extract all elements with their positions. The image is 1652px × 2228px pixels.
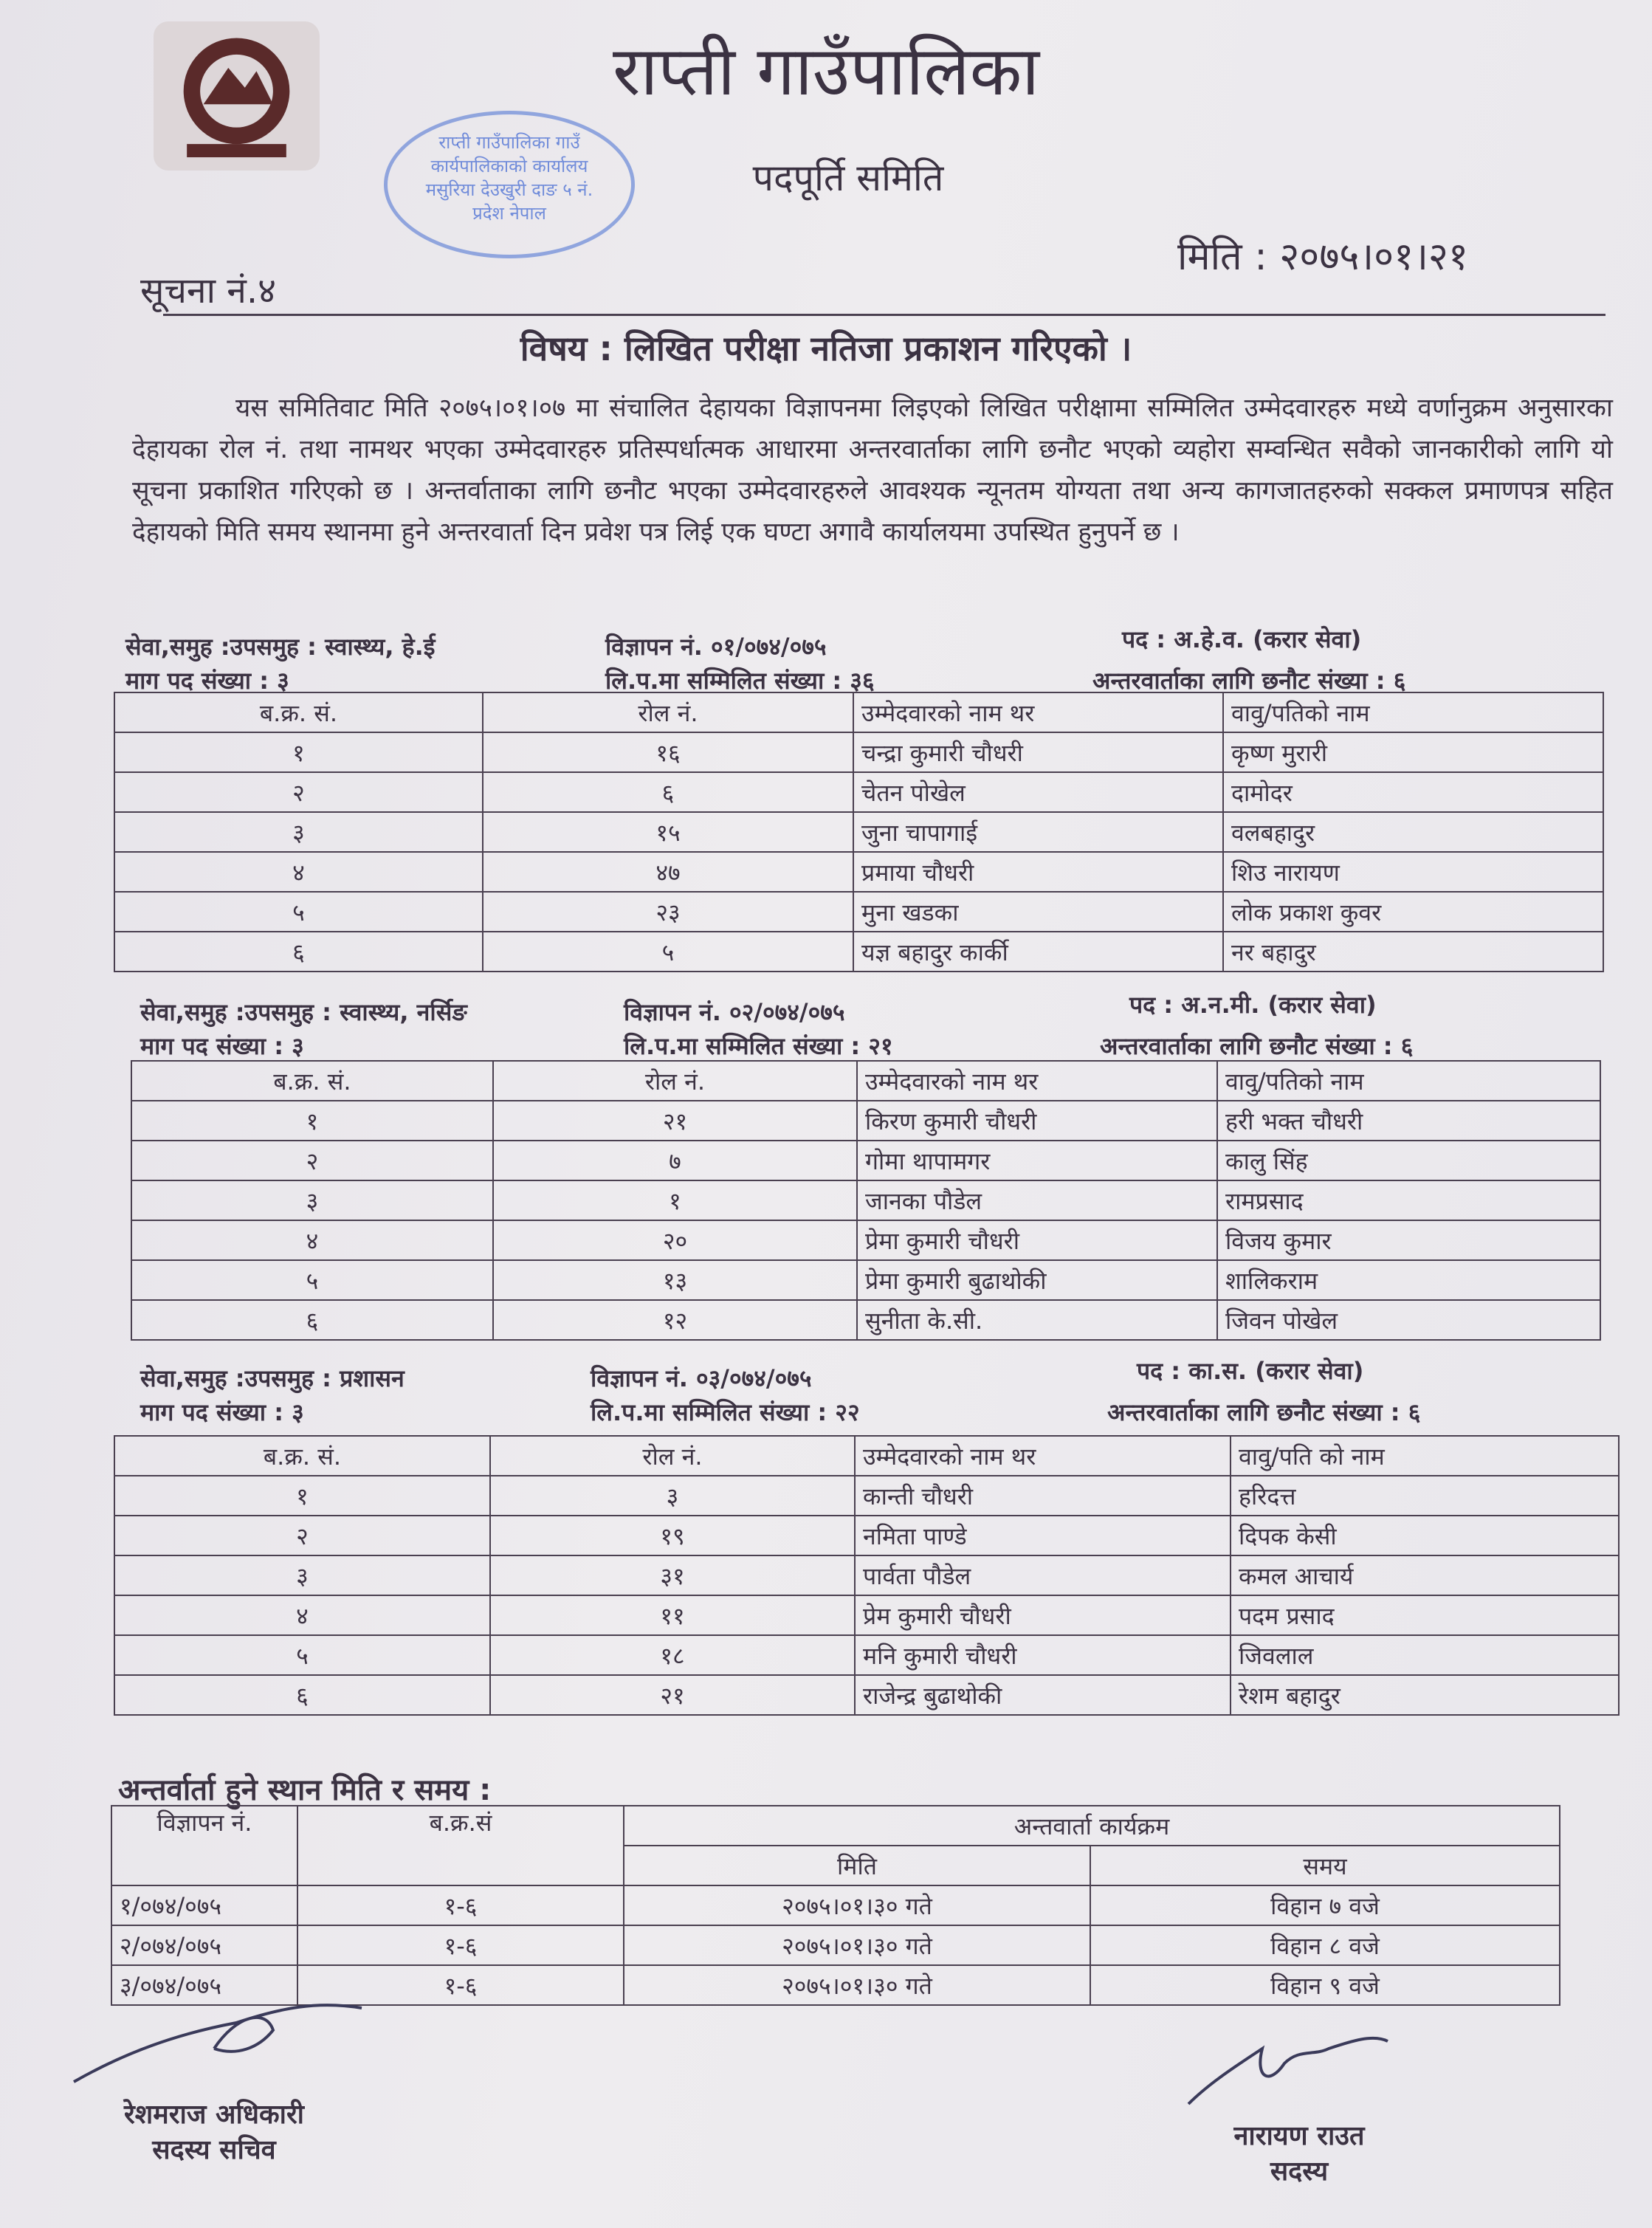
office-stamp: राप्ती गाउँपालिका गाउँ कार्यपालिकाको कार्यालय मसुरिया देउखुरी दाङ ५ नं. प्रदेश नेपाल: [384, 111, 635, 258]
table-cell: ५: [483, 932, 853, 972]
table-cell: हरी भक्त चौधरी: [1217, 1101, 1600, 1141]
table-cell: ३: [114, 812, 483, 852]
table-cell: २: [131, 1141, 493, 1180]
table-cell: २: [114, 1516, 490, 1555]
table-cell: ४: [131, 1220, 493, 1260]
table-cell: ११: [490, 1595, 855, 1635]
table-cell: जिवन पोखेल: [1217, 1300, 1600, 1340]
table-cell: दामोदर: [1223, 772, 1603, 812]
table-cell: प्रमाया चौधरी: [853, 852, 1223, 892]
table-row: [114, 1595, 1619, 1635]
table-cell: किरण कुमारी चौधरी: [857, 1101, 1217, 1141]
table-cell: ६: [483, 772, 853, 812]
table-cell: २०: [493, 1220, 857, 1260]
schedule-cell: विहान ७ वजे: [1090, 1885, 1560, 1925]
notice-date: मिति : २०७५।०१।२१: [1177, 235, 1468, 279]
interview-schedule-table: [111, 1805, 1560, 2006]
column-header: वावु/पति को नाम: [1231, 1436, 1619, 1476]
demand-count: माग पद संख्या : ३: [125, 667, 289, 695]
participants-count: लि.प.मा सम्मिलित संख्या : २२: [591, 1398, 860, 1426]
table-row: [114, 932, 1603, 972]
table-cell: १: [131, 1101, 493, 1141]
table-row: [131, 1101, 1600, 1141]
table-cell: २: [114, 772, 483, 812]
interview-heading: अन्तर्वार्ता हुने स्थान मिति र समय :: [118, 1773, 492, 1807]
table-cell: प्रेमा कुमारी बुढाथोकी: [857, 1260, 1217, 1300]
demand-count: माग पद संख्या : ३: [140, 1032, 304, 1060]
column-header: ब.क्र. सं.: [114, 1436, 490, 1476]
table-cell: नर बहादुर: [1223, 932, 1603, 972]
left-signatory-title: सदस्य सचिव: [152, 2135, 276, 2165]
column-header: ब.क्र. सं.: [131, 1061, 493, 1101]
table-row: [114, 852, 1603, 892]
table-cell: ६: [114, 932, 483, 972]
schedule-cell: २०७५।०१।३० गते: [624, 1885, 1090, 1925]
table-cell: ३: [114, 1555, 490, 1595]
column-header: वावु/पतिको नाम: [1217, 1061, 1600, 1101]
column-header: उम्मेदवारको नाम थर: [853, 692, 1223, 732]
table-cell: सुनीता के.सी.: [857, 1300, 1217, 1340]
table-cell: ६: [131, 1300, 493, 1340]
service-group: सेवा,समुह :उपसमुह : प्रशासन: [140, 1364, 405, 1392]
service-group: सेवा,समुह :उपसमुह : स्वास्थ्य, हे.ई: [125, 633, 436, 661]
table-cell: १: [114, 1476, 490, 1516]
post-title: पद : का.स. (करार सेवा): [1137, 1357, 1364, 1385]
notice-number: सूचना नं.४: [140, 270, 277, 312]
schedule-row: [111, 1885, 1560, 1925]
table-cell: ७: [493, 1141, 857, 1180]
advertisement-number: विज्ञापन नं. ०१/०७४/०७५: [605, 633, 827, 661]
table-cell: रेशम बहादुर: [1231, 1675, 1619, 1715]
column-header: उम्मेदवारको नाम थर: [855, 1436, 1231, 1476]
table-row: [131, 1260, 1600, 1300]
table-cell: १८: [490, 1635, 855, 1675]
results-table: [114, 692, 1604, 972]
schedule-cell: १-६: [297, 1965, 624, 2005]
schedule-cell: ३/०७४/०७५: [111, 1965, 297, 2005]
table-cell: दिपक केसी: [1231, 1516, 1619, 1555]
header-divider: [163, 314, 1605, 316]
participants-count: लि.प.मा सम्मिलित संख्या : ३६: [605, 667, 875, 695]
table-cell: ३: [131, 1180, 493, 1220]
subject-heading: विषय : लिखित परीक्षा नतिजा प्रकाशन गरिएको ।: [520, 329, 1132, 368]
table-cell: ४: [114, 852, 483, 892]
advertisement-number: विज्ञापन नं. ०३/०७४/०७५: [591, 1364, 812, 1392]
table-cell: ६: [114, 1675, 490, 1715]
table-cell: १: [114, 732, 483, 772]
municipality-title: राप्ती गाउँपालिका: [612, 32, 1040, 111]
schedule-cell: १/०७४/०७५: [111, 1885, 297, 1925]
column-header: उम्मेदवारको नाम थर: [857, 1061, 1217, 1101]
table-cell: प्रेम कुमारी चौधरी: [855, 1595, 1231, 1635]
selected-count: अन्तरवार्ताका लागि छनौट संख्या : ६: [1100, 1032, 1414, 1060]
col-adv-no: विज्ञापन नं.: [111, 1806, 297, 1885]
table-row: [114, 1555, 1619, 1595]
table-header-row: [131, 1061, 1600, 1101]
table-row: [131, 1180, 1600, 1220]
table-cell: २३: [483, 892, 853, 932]
left-signature: [66, 1993, 376, 2089]
table-cell: कमल आचार्य: [1231, 1555, 1619, 1595]
table-row: [114, 892, 1603, 932]
table-cell: १: [493, 1180, 857, 1220]
advertisement-number: विज्ञापन नं. ०२/०७४/०७५: [624, 998, 845, 1026]
table-cell: राजेन्द्र बुढाथोकी: [855, 1675, 1231, 1715]
table-cell: कान्ती चौधरी: [855, 1476, 1231, 1516]
table-cell: १५: [483, 812, 853, 852]
notice-body: यस समितिवाट मिति २०७५।०१।०७ मा संचालित देहायका विज्ञापनमा लिइएको लिखित परीक्षामा सम्मिलित उम्मेदवारहरु मध्ये वर्णानुक्रम अनुसारका देहायका रोल नं. तथा नामथर भएका उम्मेदवारहरु प्रतिस्पर्धात्मक आधारमा अन्तरवार्ताका लागि छनौट भएको व्यहोरा सम्वन्धित सवैको जानकारीको लागि यो सूचना प्रकाशित गरिएको छ । अन्तर्वाताका लागि छनौट भएका उम्मेदवारहरुले आवश्यक न्यूनतम योग्यता तथा अन्य कागजातहरुको सक्कल प्रमाणपत्र सहित देहायको मिति समय स्थानमा हुने अन्तरवार्ता दिन प्रवेश पत्र लिई एक घण्टा अगावै कार्यालयमा उपस्थित हुनुपर्ने छ ।: [132, 393, 1613, 547]
table-cell: कृष्ण मुरारी: [1223, 732, 1603, 772]
table-row: [131, 1141, 1600, 1180]
table-cell: मनि कुमारी चौधरी: [855, 1635, 1231, 1675]
column-header: रोल नं.: [483, 692, 853, 732]
table-cell: लोक प्रकाश कुवर: [1223, 892, 1603, 932]
table-cell: ५: [114, 892, 483, 932]
table-header-row: [114, 1436, 1619, 1476]
schedule-cell: १-६: [297, 1885, 624, 1925]
column-header: रोल नं.: [490, 1436, 855, 1476]
table-header-row: [114, 692, 1603, 732]
table-cell: गोमा थापामगर: [857, 1141, 1217, 1180]
schedule-cell: १-६: [297, 1925, 624, 1965]
table-row: [131, 1300, 1600, 1340]
table-cell: जिवलाल: [1231, 1635, 1619, 1675]
table-cell: विजय कुमार: [1217, 1220, 1600, 1260]
table-cell: १६: [483, 732, 853, 772]
table-cell: चन्द्रा कुमारी चौधरी: [853, 732, 1223, 772]
results-table: [114, 1435, 1620, 1716]
table-cell: १३: [493, 1260, 857, 1300]
post-title: पद : अ.न.मी. (करार सेवा): [1129, 991, 1377, 1019]
table-cell: कालु सिंह: [1217, 1141, 1600, 1180]
demand-count: माग पद संख्या : ३: [140, 1398, 304, 1426]
table-cell: २१: [490, 1675, 855, 1715]
schedule-cell: २/०७४/०७५: [111, 1925, 297, 1965]
right-signature: [1181, 2019, 1403, 2111]
table-row: [114, 732, 1603, 772]
table-cell: मुना खडका: [853, 892, 1223, 932]
table-cell: शिउ नारायण: [1223, 852, 1603, 892]
table-cell: जुना चापागाई: [853, 812, 1223, 852]
committee-name: पदपूर्ति समिति: [752, 157, 944, 199]
table-cell: ५: [114, 1635, 490, 1675]
table-cell: २१: [493, 1101, 857, 1141]
service-group: सेवा,समुह :उपसमुह : स्वास्थ्य, नर्सिङ: [140, 998, 467, 1026]
table-row: [131, 1220, 1600, 1260]
table-row: [114, 1675, 1619, 1715]
table-cell: १९: [490, 1516, 855, 1555]
table-cell: हरिदत्त: [1231, 1476, 1619, 1516]
table-cell: ३: [490, 1476, 855, 1516]
schedule-cell: २०७५।०१।३० गते: [624, 1965, 1090, 2005]
table-cell: पार्वता पौडेल: [855, 1555, 1231, 1595]
table-cell: पदम प्रसाद: [1231, 1595, 1619, 1635]
selected-count: अन्तरवार्ताका लागि छनौट संख्या : ६: [1092, 667, 1406, 695]
selected-count: अन्तरवार्ताका लागि छनौट संख्या : ६: [1107, 1398, 1421, 1426]
results-table: [131, 1060, 1601, 1341]
table-cell: १२: [493, 1300, 857, 1340]
table-cell: प्रेमा कुमारी चौधरी: [857, 1220, 1217, 1260]
post-title: पद : अ.हे.व. (करार सेवा): [1122, 625, 1362, 653]
table-cell: चेतन पोखेल: [853, 772, 1223, 812]
col-program: अन्तवार्ता कार्यक्रम: [624, 1806, 1560, 1846]
schedule-cell: विहान ८ वजे: [1090, 1925, 1560, 1965]
table-row: [114, 1516, 1619, 1555]
table-row: [114, 772, 1603, 812]
col-time: समय: [1090, 1846, 1560, 1885]
schedule-cell: २०७५।०१।३० गते: [624, 1925, 1090, 1965]
left-signatory-name: रेशमराज अधिकारी: [123, 2100, 304, 2130]
table-row: [114, 812, 1603, 852]
table-cell: नमिता पाण्डे: [855, 1516, 1231, 1555]
table-cell: रामप्रसाद: [1217, 1180, 1600, 1220]
table-cell: ५: [131, 1260, 493, 1300]
column-header: रोल नं.: [493, 1061, 857, 1101]
table-cell: जानका पौडेल: [857, 1180, 1217, 1220]
table-cell: ४: [114, 1595, 490, 1635]
schedule-row: [111, 1925, 1560, 1965]
table-cell: ३१: [490, 1555, 855, 1595]
col-date: मिति: [624, 1846, 1090, 1885]
table-cell: शालिकराम: [1217, 1260, 1600, 1300]
schedule-cell: विहान ९ वजे: [1090, 1965, 1560, 2005]
column-header: वावु/पतिको नाम: [1223, 692, 1603, 732]
table-row: [114, 1476, 1619, 1516]
table-row: [114, 1635, 1619, 1675]
column-header: ब.क्र. सं.: [114, 692, 483, 732]
right-signatory-title: सदस्य: [1270, 2156, 1329, 2187]
table-cell: वलबहादुर: [1223, 812, 1603, 852]
participants-count: लि.प.मा सम्मिलित संख्या : २१: [624, 1032, 893, 1060]
right-signatory-name: नारायण राउत: [1233, 2121, 1365, 2151]
table-cell: ४७: [483, 852, 853, 892]
col-serial: ब.क्र.सं: [297, 1806, 624, 1885]
table-cell: यज्ञ बहादुर कार्की: [853, 932, 1223, 972]
